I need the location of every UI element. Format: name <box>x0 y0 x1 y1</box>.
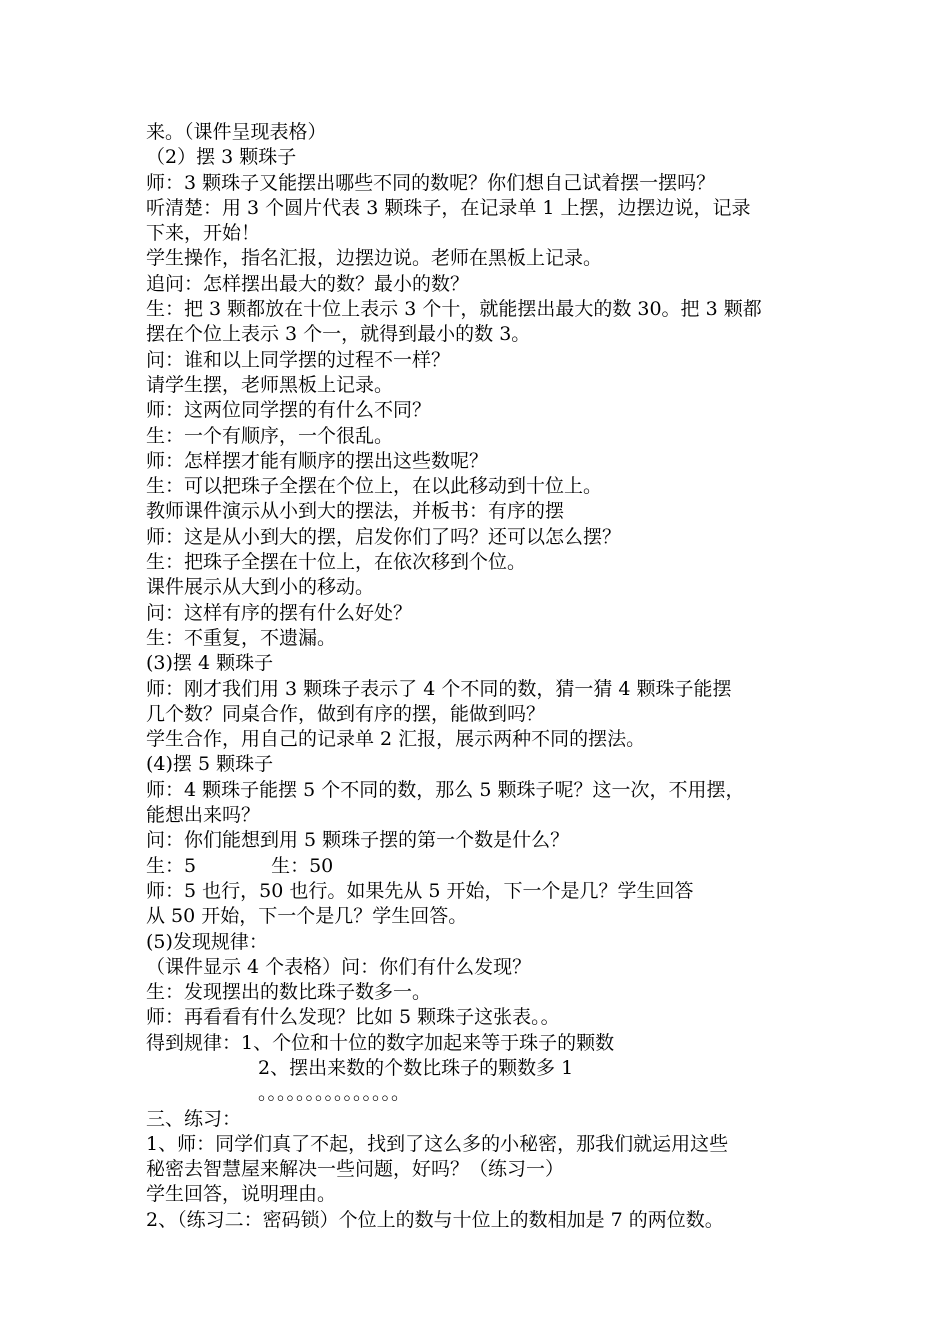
text-line: 学生合作，用自己的记录单 2 汇报，展示两种不同的摆法。 <box>146 728 646 751</box>
answer-2: 生：50 <box>271 854 334 877</box>
text-line: 生：把珠子全摆在十位上，在依次移到个位。 <box>146 551 527 574</box>
section-heading: 三、练习： <box>146 1107 242 1130</box>
text-line: 师：这是从小到大的摆，启发你们了吗？还可以怎么摆？ <box>146 525 622 548</box>
text-line: 问：这样有序的摆有什么好处？ <box>146 601 413 624</box>
text-line: 得到规律：1、个位和十位的数字加起来等于珠子的颗数 <box>146 1031 615 1054</box>
document-body <box>146 120 816 1233</box>
text-line: 师：3 颗珠子又能摆出哪些不同的数呢？你们想自己试着摆一摆吗？ <box>146 171 716 194</box>
text-line: 请学生摆，老师黑板上记录。 <box>146 373 394 396</box>
text-line: 听清楚：用 3 个圆片代表 3 颗珠子，在记录单 1 上摆，边摆边说，记录 <box>146 196 751 219</box>
rule-2: 2、摆出来数的个数比珠子的颗数多 1 <box>258 1056 574 1079</box>
text-line: 问：你们能想到用 5 颗珠子摆的第一个数是什么？ <box>146 829 570 852</box>
text-line: (5)发现规律： <box>146 930 268 953</box>
text-line: 学生操作，指名汇报，边摆边说。老师在黑板上记录。 <box>146 247 603 270</box>
text-line: 来。（课件呈现表格） <box>146 121 327 143</box>
text-line: 下来，开始！ <box>146 222 261 245</box>
text-line: 追问：怎样摆出最大的数？最小的数？ <box>146 272 470 295</box>
answer-1: 生：5 <box>146 854 197 877</box>
text-line: 师：怎样摆才能有顺序的摆出这些数呢？ <box>146 449 489 472</box>
text-line: 1、师：同学们真了不起，找到了这么多的小秘密，那我们就运用这些 <box>146 1132 729 1155</box>
text-line: 师：5 也行，50 也行。如果先从 5 开始，下一个是几？学生回答 <box>146 879 694 902</box>
text-line: 2、（练习二：密码锁）个位上的数与十位上的数相加是 7 的两位数。 <box>146 1208 724 1231</box>
dots-line: 。。。。。。。。。。。。。。。 <box>258 1082 411 1105</box>
answer-line <box>146 854 816 879</box>
text-line: 学生回答，说明理由。 <box>146 1183 337 1206</box>
text-line: 生：把 3 颗都放在十位上表示 3 个十，就能摆出最大的数 30。把 3 颗都 <box>146 298 762 321</box>
text-line: 师：4 颗珠子能摆 5 个不同的数，那么 5 颗珠子呢？这一次，不用摆， <box>146 778 745 801</box>
text-line: 课件展示从大到小的移动。 <box>146 576 375 599</box>
text-line: 秘密去智慧屋来解决一些问题，好吗？（练习一） <box>146 1158 565 1181</box>
text-line: 生：一个有顺序，一个很乱。 <box>146 424 394 447</box>
text-line: 几个数？同桌合作，做到有序的摆，能做到吗？ <box>146 702 546 725</box>
text-line: 从 50 开始，下一个是几？学生回答。 <box>146 905 468 928</box>
text-line: (3)摆 4 颗珠子 <box>146 652 274 675</box>
text-line: (4)摆 5 颗珠子 <box>146 753 274 776</box>
text-line: 师：这两位同学摆的有什么不同？ <box>146 399 432 422</box>
text-line: 师：刚才我们用 3 颗珠子表示了 4 个不同的数，猜一猜 4 颗珠子能摆 <box>146 677 732 700</box>
text-line: 能想出来吗？ <box>146 804 261 827</box>
text-line: 教师课件演示从小到大的摆法，并板书：有序的摆 <box>146 500 565 523</box>
text-line: （2）摆 3 颗珠子 <box>146 146 297 169</box>
text-line: （课件显示 4 个表格）问：你们有什么发现？ <box>146 955 532 978</box>
text-line: 摆在个位上表示 3 个一，就得到最小的数 3。 <box>146 323 531 346</box>
text-line: 生：可以把珠子全摆在个位上，在以此移动到十位上。 <box>146 475 603 498</box>
text-line: 生：不重复，不遗漏。 <box>146 626 337 649</box>
text-line: 师：再看看有什么发现？比如 5 颗珠子这张表。。 <box>146 1006 560 1029</box>
text-line: 生：发现摆出的数比珠子数多一。 <box>146 981 432 1004</box>
text-line: 问：谁和以上同学摆的过程不一样？ <box>146 348 451 371</box>
